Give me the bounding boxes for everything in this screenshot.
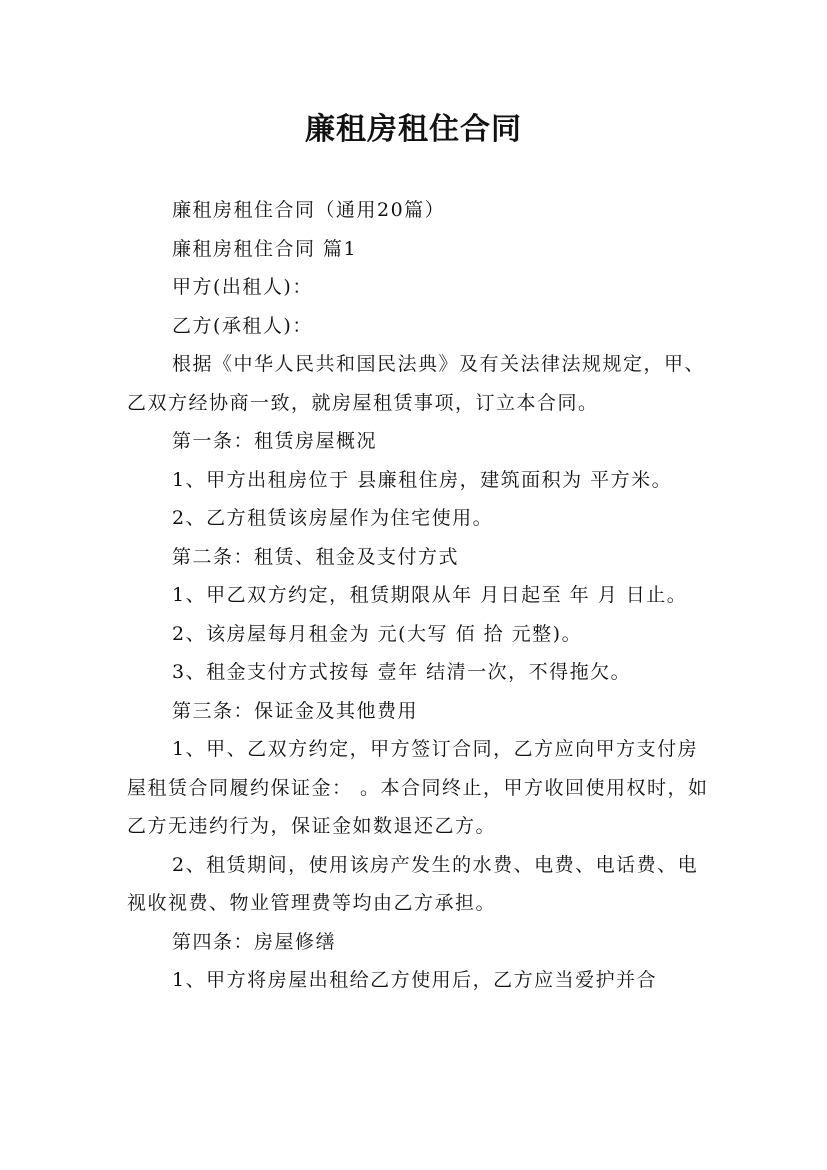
paragraph-article-3-item-1: 1、甲、乙双方约定，甲方签订合同，乙方应向甲方支付房屋租赁合同履约保证金： 。本合同终止，甲方收回使用权时，如乙方无违约行为，保证金如数退还乙方。: [127, 738, 709, 837]
paragraph-heading-collection: 廉租房租住合同（通用20篇）: [172, 199, 446, 221]
document-body: [127, 191, 717, 1000]
paragraph-article-4-item-1: 1、甲方将房屋出租给乙方使用后，乙方应当爱护并合: [172, 969, 658, 991]
paragraph-article-3-item-2: 2、租赁期间，使用该房产发生的水费、电费、电话费、电视收视费、物业管理费等均由乙方承担。: [127, 853, 699, 914]
paragraph-party-b: 乙方(承租人)：: [172, 314, 313, 337]
paragraph-preamble: 根据《中华人民共和国民法典》及有关法律法规规定，甲、乙双方经协商一致，就房屋租赁事项，订立本合同。: [127, 353, 706, 414]
paragraph-article-1-item-1: 1、甲方出租房位于 县廉租住房，建筑面积为 平方米。: [172, 468, 673, 491]
paragraph-contract-number: 廉租房租住合同 篇1: [172, 237, 358, 260]
paragraph-article-1-heading: 第一条：租赁房屋概况: [172, 430, 378, 452]
paragraph-article-2-item-2: 2、该房屋每月租金为 元(大写 佰 拾 元整)。: [172, 622, 583, 645]
paragraph-article-4-heading: 第四条：房屋修缮: [172, 930, 337, 953]
paragraph-article-3-heading: 第三条：保证金及其他费用: [172, 699, 419, 722]
paragraph-party-a: 甲方(出租人)：: [172, 276, 313, 298]
document-title: 廉租房租住合同: [305, 112, 522, 147]
paragraph-article-2-heading: 第二条：租赁、租金及支付方式: [172, 545, 460, 568]
paragraph-article-2-item-3: 3、租金支付方式按每 壹年 结清一次，不得拖欠。: [172, 661, 632, 683]
paragraph-article-2-item-1: 1、甲乙双方约定，租赁期限从年 月日起至 年 月 日止。: [172, 584, 688, 606]
paragraph-article-1-item-2: 2、乙方租赁该房屋作为住宅使用。: [172, 507, 494, 529]
